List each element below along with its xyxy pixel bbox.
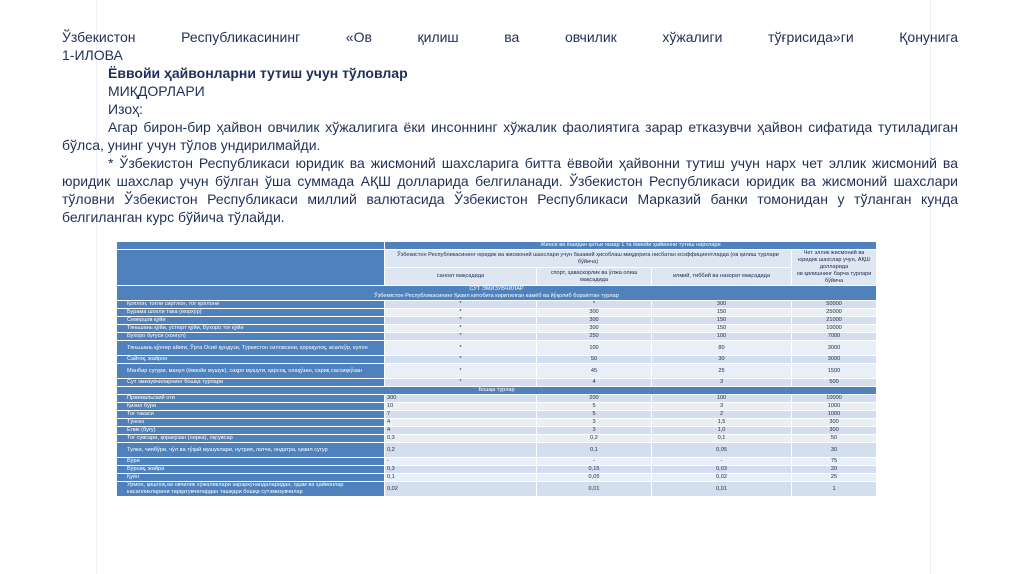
fees-table — [116, 241, 877, 497]
fee-value-cell: 150 — [652, 309, 792, 317]
table-row — [117, 325, 877, 333]
fee-value-cell: 20 — [792, 466, 877, 474]
fee-value-cell: * — [385, 379, 537, 387]
fee-value-cell: 1 — [792, 482, 877, 497]
fee-value-cell: 0,02 — [652, 474, 792, 482]
species-name-cell: Урмон, қишлоқ ва овчилик хўжаликлари зараркунандаларидан, одам ва ҳайвонлар касалликларини тарқатувчилардан ташқари бошқа сутэмизувчилар — [117, 482, 385, 497]
fee-value-cell: * — [385, 309, 537, 317]
table-row — [117, 379, 877, 387]
fee-value-cell: 100 — [537, 341, 652, 356]
table-row — [117, 458, 877, 466]
fees-table-wrapper — [116, 241, 876, 497]
fee-value-cell: 3 — [652, 403, 792, 411]
species-name-cell: Сайғоқ, жайрон — [117, 356, 385, 364]
fee-value-cell: 25 — [652, 364, 792, 379]
fee-value-cell: 0,2 — [537, 435, 652, 443]
fee-value-cell: 1500 — [792, 364, 877, 379]
fee-value-cell: - — [385, 458, 537, 466]
fee-value-cell: 5 — [537, 411, 652, 419]
fee-value-cell: 3 — [537, 427, 652, 435]
fee-value-cell: 80 — [652, 341, 792, 356]
table-top-header: Жинси ва ёшидан қатъи назар 1 та ёввойи ҳайвонни тутиш нархлари — [385, 242, 877, 250]
fee-value-cell: 150 — [652, 317, 792, 325]
fee-value-cell: 300 — [385, 395, 537, 403]
fee-value-cell: 3000 — [792, 356, 877, 364]
fee-value-cell: 0,1 — [652, 435, 792, 443]
fee-value-cell: 45 — [537, 364, 652, 379]
table-row — [117, 341, 877, 356]
fee-value-cell: 300 — [537, 325, 652, 333]
fee-value-cell: 0,3 — [385, 435, 537, 443]
fee-value-cell: 7 — [385, 411, 537, 419]
fee-value-cell: * — [385, 364, 537, 379]
fee-value-cell: 0,3 — [385, 466, 537, 474]
fee-value-cell: * — [385, 325, 537, 333]
table-row — [117, 395, 877, 403]
fee-value-cell: 50000 — [792, 301, 877, 309]
fee-value-cell: 1,5 — [652, 419, 792, 427]
fee-value-cell: 200 — [537, 395, 652, 403]
document-subtitle: МИҚДОРЛАРИ — [108, 83, 205, 99]
species-name-cell: Пржевальский оти — [117, 395, 385, 403]
document-text — [62, 28, 958, 226]
fee-value-cell: * — [385, 317, 537, 325]
law-reference-word: ва — [504, 29, 520, 45]
fee-value-cell: 3 — [537, 419, 652, 427]
fee-value-cell: 4 — [385, 419, 537, 427]
note-paragraph-1: Агар бирон-бир ҳайвон овчилик хўжалигига ёки инсоннинг хўжалик фаолиятига зарар етказувчи ҳайвон сифатида тутиладиган бўлса, унинг учун тўлов ундирилмайди. — [62, 119, 958, 153]
law-reference-word: Қонунига — [899, 29, 959, 45]
species-name-cell: Тоғ такаси — [117, 411, 385, 419]
species-name-cell: Елик (буғу) — [117, 427, 385, 435]
appendix-number: 1-ИЛОВА — [62, 47, 123, 63]
fee-value-cell: 50 — [792, 435, 877, 443]
law-reference-word: овчилик — [564, 29, 617, 45]
fee-value-cell: 10000 — [792, 395, 877, 403]
fee-value-cell: 300 — [537, 309, 652, 317]
fee-value-cell: 150 — [652, 325, 792, 333]
section-other-species-header: Бошқа турлар — [117, 387, 877, 395]
col-industrial-header: саноат мақсадида — [385, 268, 537, 286]
uz-persons-header: Ўзбекистон Республикасининг юридик ва жисмоний шахслари учун базавий ҳисоблаш миқдорига нисбатан коэффициентларда (ов қилиш турлари бўйича) — [385, 250, 792, 268]
fee-value-cell: 0,01 — [652, 482, 792, 497]
table-row — [117, 364, 877, 379]
species-name-cell: Бухоро буғуси (хонгул) — [117, 333, 385, 341]
law-reference-word: хўжалиги — [662, 29, 723, 45]
fee-value-cell: 0,01 — [537, 482, 652, 497]
fee-value-cell: 2 — [652, 411, 792, 419]
species-name-cell: Тулки, чиябўри, чўл ва тўқай мушуклари, нутрия, латча, ондатра, қизил сугур — [117, 443, 385, 458]
fee-value-cell: 5 — [537, 403, 652, 411]
law-reference-word: Республикасининг — [181, 29, 301, 45]
law-reference-word: «Ов — [345, 29, 372, 45]
fee-value-cell: 300 — [537, 317, 652, 325]
fee-value-cell: 50 — [537, 356, 652, 364]
fee-value-cell: 0,15 — [537, 466, 652, 474]
fee-value-cell: 1,0 — [652, 427, 792, 435]
fee-value-cell: - — [652, 458, 792, 466]
fee-value-cell: 3 — [652, 379, 792, 387]
table-row — [117, 317, 877, 325]
table-row — [117, 301, 877, 309]
fee-value-cell: 0,2 — [385, 443, 537, 458]
fee-value-cell: * — [385, 341, 537, 356]
table-row — [117, 466, 877, 474]
fee-value-cell: 1000 — [792, 403, 877, 411]
table-row — [117, 474, 877, 482]
note-label: Изоҳ: — [108, 101, 143, 117]
fee-value-cell: 30 — [792, 443, 877, 458]
fee-value-cell: 4 — [537, 379, 652, 387]
fee-value-cell: 10000 — [792, 325, 877, 333]
species-name-cell: Тоғ сувсари, қоракўзан (норка), оқсувсар — [117, 435, 385, 443]
fee-value-cell: - — [537, 458, 652, 466]
species-name-cell: Қуён — [117, 474, 385, 482]
table-row — [117, 419, 877, 427]
species-name-cell: Манбир сугури, манул (ёввойи мушук), саҳро мушуги, қарсоқ, олақўзан, сариқ сассиқкўзан — [117, 364, 385, 379]
section-mammals-header: СУТ ЭМИЗУВЧИЛАР Ўзбекистон Республикасининг Қизил китобига киритилган камёб ва йўқолиб бораётган турлар — [117, 286, 877, 301]
table-row — [117, 435, 877, 443]
law-reference-word: Ўзбекистон — [62, 29, 136, 45]
foreign-persons-header: Чет эллик жисмоний ва юридик шахслар учун, АҚШ долларида ов қилишнинг барча турлари бўйича — [792, 250, 877, 286]
species-name-cell: Тяньшань қўйи, устюрт қўйи, Бухоро тоғ қўйи — [117, 325, 385, 333]
fee-value-cell: 4 — [385, 427, 537, 435]
fee-value-cell: * — [385, 333, 537, 341]
species-name-cell: Қизил бўри — [117, 403, 385, 411]
fee-value-cell: * — [385, 301, 537, 309]
species-name-cell: Сут эмизувчиларнинг бошқа турлари — [117, 379, 385, 387]
law-reference-word: қилиш — [417, 29, 459, 45]
table-row — [117, 427, 877, 435]
law-reference-word: тўғрисида»ги — [768, 29, 854, 45]
table-row — [117, 309, 877, 317]
fee-value-cell: 250 — [537, 333, 652, 341]
fee-value-cell: 0,1 — [385, 474, 537, 482]
fee-value-cell: 500 — [792, 379, 877, 387]
fee-value-cell: 25000 — [792, 309, 877, 317]
fee-value-cell: 1000 — [792, 411, 877, 419]
fee-value-cell: 0,05 — [537, 474, 652, 482]
fee-value-cell: 300 — [792, 419, 877, 427]
table-row — [117, 333, 877, 341]
col-science-header: илмий, тиббий ва назорат мақсадида — [652, 268, 792, 286]
species-name-cell: Тяньшань қўнғир айиғи, Ўрта Осиё қундузи, Туркистон силовсини, қорақулоқ, асалхўр, кулон — [117, 341, 385, 356]
species-name-cell: Северцов қўйи — [117, 317, 385, 325]
fee-value-cell: 25 — [792, 474, 877, 482]
fee-value-cell: 10 — [385, 403, 537, 411]
fee-value-cell: 0,02 — [385, 482, 537, 497]
fee-value-cell: 30 — [652, 356, 792, 364]
document-title: Ёввойи ҳайвонларни тутиш учун тўловлар — [108, 65, 408, 81]
table-row — [117, 403, 877, 411]
fee-value-cell: 0,05 — [652, 443, 792, 458]
species-name-cell: Тўнғиз — [117, 419, 385, 427]
fee-value-cell: 0,03 — [652, 466, 792, 474]
fee-value-cell: 300 — [792, 427, 877, 435]
species-name-cell: Бўри — [117, 458, 385, 466]
species-name-cell: Бурама шохли така (морхўр) — [117, 309, 385, 317]
table-row — [117, 482, 877, 497]
fee-value-cell: 3000 — [792, 341, 877, 356]
law-reference-line — [62, 28, 958, 46]
col-sport-header: спорт, ҳаваскорлик ва ўлжа олиш мақсадида — [537, 268, 652, 286]
species-name-cell: Қоплон, тоғли сиртлон, тоғ қоплони — [117, 301, 385, 309]
fee-value-cell: 75 — [792, 458, 877, 466]
table-row — [117, 411, 877, 419]
fee-value-cell: * — [537, 301, 652, 309]
table-row — [117, 443, 877, 458]
table-row — [117, 356, 877, 364]
fee-value-cell: * — [385, 356, 537, 364]
fee-value-cell: 21000 — [792, 317, 877, 325]
fee-value-cell: 300 — [652, 301, 792, 309]
fee-value-cell: 0,1 — [537, 443, 652, 458]
fee-value-cell: 7000 — [792, 333, 877, 341]
species-name-cell: Бўрсиқ, жайра — [117, 466, 385, 474]
note-paragraph-2: * Ўзбекистон Республикаси юридик ва жисмоний шахсларига битта ёввойи ҳайвонни тутиш учун нарх чет эллик жисмоний ва юридик шахслар учун бўлган ўша суммада АҚШ долларида белгиланади. Ўзбекистон Республикаси юридик ва жисмоний шахслари тўловни Ўзбекистон Республикаси миллий валютасида Ўзбекистон Республикаси Марказий банки томонидан у тўланган кунда белгиланган курс бўйича тўлайди. — [62, 155, 958, 225]
fee-value-cell: 100 — [652, 395, 792, 403]
fee-value-cell: 100 — [652, 333, 792, 341]
